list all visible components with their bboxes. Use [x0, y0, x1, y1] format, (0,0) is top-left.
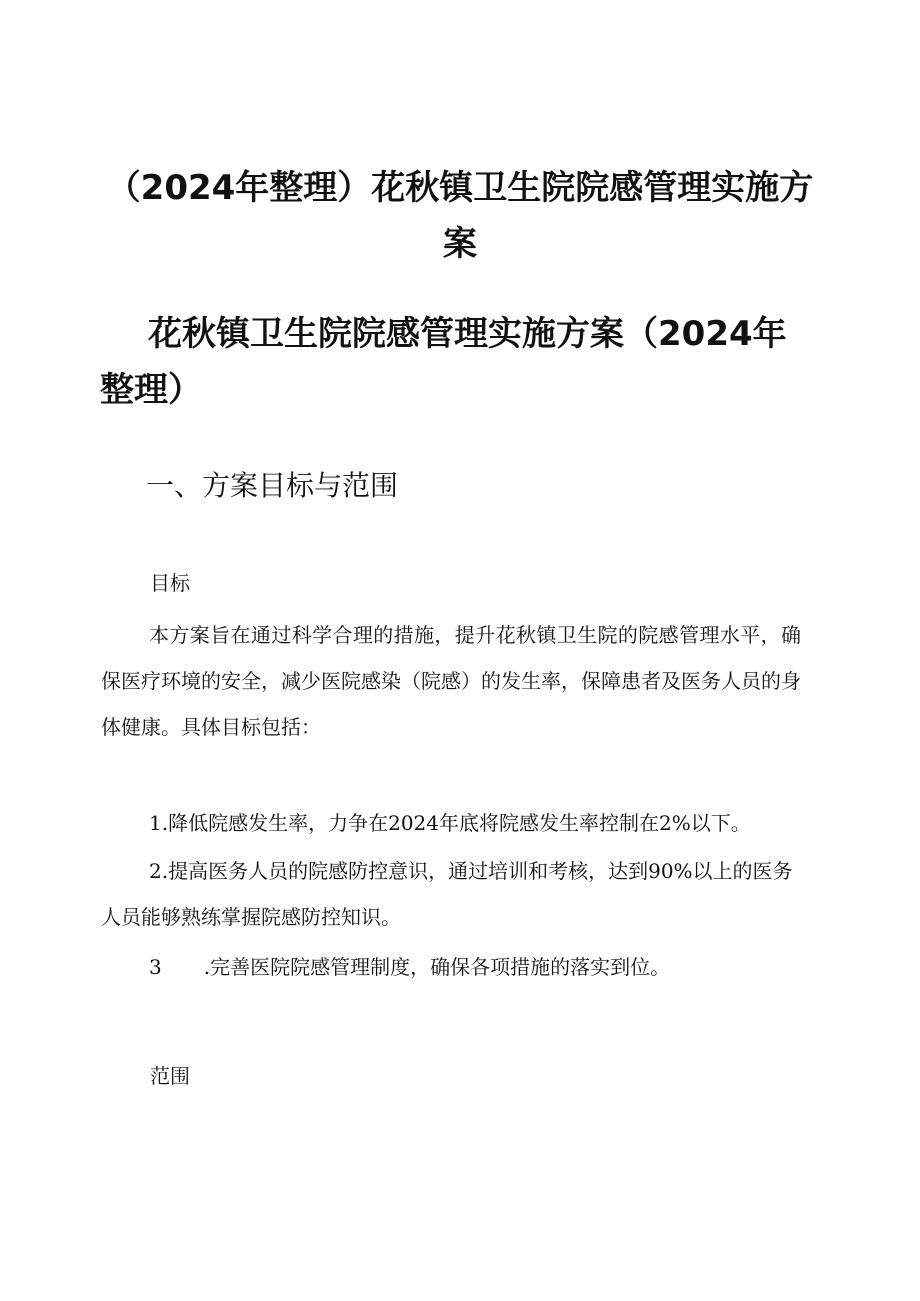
list-item-number: 2: [149, 859, 162, 883]
goal-paragraph: 本方案旨在通过科学合理的措施，提升花秋镇卫生院的院感管理水平，确保医疗环境的安全，减少医院感染（院感）的发生率，保障患者及医务人员的身体健康。具体目标包括：: [101, 623, 801, 739]
list-item-text: .降低院感发生率，力争在2024年底将院感发生率控制在2%以下。: [161, 811, 751, 835]
list-item-number: 1: [149, 811, 162, 835]
document-subtitle: 花秋镇卫生院院感管理实施方案（2024年整理）: [100, 314, 787, 410]
list-item-text: .完善医院院感管理制度，确保各项措施的落实到位。: [203, 955, 671, 979]
section-heading: 一、方案目标与范围: [146, 469, 399, 502]
list-item: [101, 800, 801, 846]
list-item: [101, 848, 801, 940]
list-item-text: .提高医务人员的院感防控意识，通过培训和考核，达到90%以上的医务人员能够熟练掌握院感防控知识。: [101, 859, 793, 929]
list-item: [101, 944, 801, 990]
scope-label: 范围: [150, 1064, 190, 1088]
goal-label: 目标: [150, 571, 190, 595]
list-item-number: 3: [149, 955, 162, 979]
document-title: （2024年整理）花秋镇卫生院院感管理实施方案: [106, 168, 814, 264]
